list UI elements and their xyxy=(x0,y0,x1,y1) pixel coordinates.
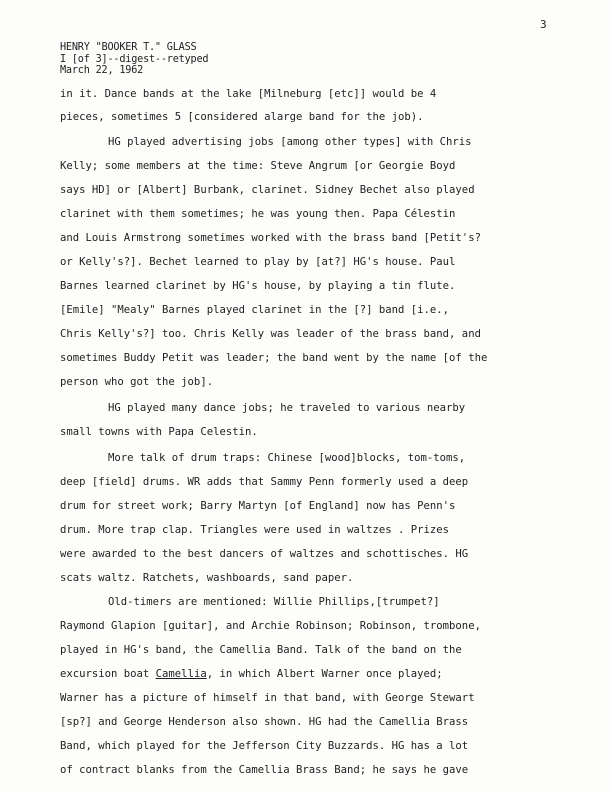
page-number: 3 xyxy=(540,18,547,31)
reel-info: I [of 3]--digest--retyped xyxy=(60,53,209,65)
boat-name: Camellia xyxy=(155,668,207,680)
text-line: person who got the job]. xyxy=(60,376,214,388)
text-line: or Kelly's?]. Bechet learned to play by [at?] HG's house. Paul xyxy=(60,256,456,268)
text-line: Old-timers are mentioned: Willie Phillips,[trumpet?] xyxy=(108,596,440,608)
text-line: Band, which played for the Jefferson City Buzzards. HG has a lot xyxy=(60,740,469,752)
document-header xyxy=(60,42,208,77)
text-line: Barnes learned clarinet by HG's house, by playing a tin flute. xyxy=(60,280,456,292)
text-line: Chris Kelly's?] too. Chris Kelly was leader of the brass band, and xyxy=(60,328,481,340)
text-line: [Emile] "Mealy" Barnes played clarinet in the [?] band [i.e., xyxy=(60,304,450,316)
text-line: in it. Dance bands at the lake [Milneburg [etc]] would be 4 xyxy=(60,88,437,100)
interviewee-name: HENRY "BOOKER T." GLASS xyxy=(60,42,197,53)
text-line-start: excursion boat xyxy=(60,668,156,680)
text-line: sometimes Buddy Petit was leader; the band went by the name [of the xyxy=(60,352,488,364)
text-line: played in HG's band, the Camellia Band. Talk of the band on the xyxy=(60,644,462,656)
text-line: More talk of drum traps: Chinese [wood]blocks, tom-toms, xyxy=(108,452,466,464)
text-line: clarinet with them sometimes; he was young then. Papa Célestin xyxy=(60,208,456,220)
text-line: says HD] or [Albert] Burbank, clarinet. Sidney Bechet also played xyxy=(60,184,475,196)
text-line: drum. More trap clap. Triangles were used in waltzes . Prizes xyxy=(60,524,450,536)
text-line: [sp?] and George Henderson also shown. HG had the Camellia Brass xyxy=(60,716,469,728)
text-line: HG played advertising jobs [among other types] with Chris xyxy=(108,136,472,148)
text-line-end: , in which Albert Warner once played; xyxy=(206,668,443,680)
text-line: scats waltz. Ratchets, washboards, sand paper. xyxy=(60,572,354,584)
text-line xyxy=(60,668,443,680)
text-line: Warner has a picture of himself in that band, with George Stewart xyxy=(60,692,475,704)
text-line: small towns with Papa Celestin. xyxy=(60,426,258,438)
text-line: HG played many dance jobs; he traveled to various nearby xyxy=(108,402,466,414)
text-line: pieces, sometimes 5 [considered alarge band for the job). xyxy=(60,111,424,123)
text-line: Kelly; some members at the time: Steve Angrum [or Georgie Boyd xyxy=(60,160,456,172)
text-line: of contract blanks from the Camellia Brass Band; he says he gave xyxy=(60,764,469,776)
text-line: and Louis Armstrong sometimes worked with the brass band [Petit's? xyxy=(60,232,481,244)
interview-date: March 22, 1962 xyxy=(60,65,144,76)
text-line: deep [field] drums. WR adds that Sammy Penn formerly used a deep xyxy=(60,476,469,488)
text-line: were awarded to the best dancers of waltzes and schottisches. HG xyxy=(60,548,469,560)
text-line: drum for street work; Barry Martyn [of England] now has Penn's xyxy=(60,500,456,512)
text-line: Raymond Glapion [guitar], and Archie Robinson; Robinson, trombone, xyxy=(60,620,481,632)
